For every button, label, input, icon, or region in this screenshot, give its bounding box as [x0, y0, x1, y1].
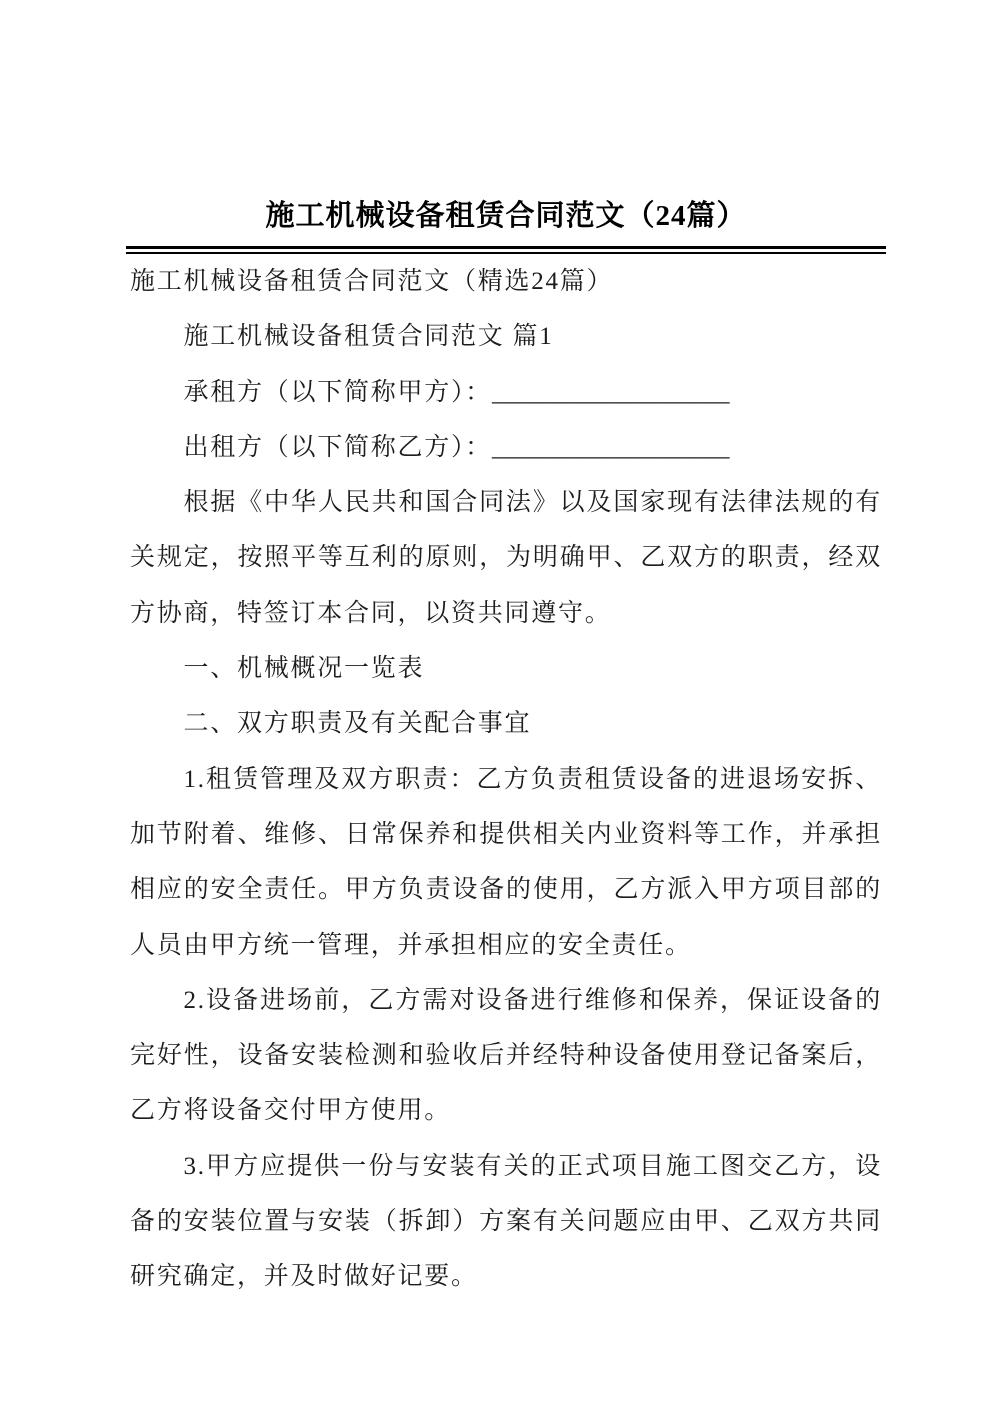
- paragraph-text: 一、机械概况一览表: [183, 655, 425, 683]
- paragraph: [130, 420, 882, 475]
- blank-underline: ___________________: [492, 378, 730, 406]
- blank-underline: ___________________: [492, 433, 730, 461]
- document-body: [130, 254, 882, 1305]
- paragraph: [130, 309, 882, 364]
- document-page: [130, 0, 882, 1305]
- paragraph-text: 施工机械设备租赁合同范文（精选24篇）: [130, 268, 614, 295]
- paragraph: [130, 475, 882, 641]
- paragraph-text: 1.租赁管理及双方职责：乙方负责租赁设备的进退场安拆、加节附着、维修、日常保养和提供相关内业资料等工作，并承担相应的安全责任。甲方负责设备的使用，乙方派入甲方项目部的人员由甲方统一管理，并承担相应的安全责任。: [130, 765, 882, 959]
- paragraph-text: 二、双方职责及有关配合事宜: [183, 710, 532, 738]
- paragraph: [130, 752, 882, 973]
- paragraph-text: 施工机械设备租赁合同范文 篇1: [183, 323, 554, 351]
- paragraph: [130, 254, 882, 309]
- title-double-rule: [126, 246, 886, 254]
- paragraph: [130, 973, 882, 1139]
- paragraph-text: 3.甲方应提供一份与安装有关的正式项目施工图交乙方，设备的安装位置与安装（拆卸）方案有关问题应由甲、乙双方共同研究确定，并及时做好记要。: [130, 1152, 882, 1291]
- paragraph: [130, 641, 882, 696]
- document-title: 施工机械设备租赁合同范文（24篇）: [265, 200, 747, 232]
- paragraph-text: 承租方（以下简称甲方）：: [183, 378, 493, 406]
- paragraph: [130, 1139, 882, 1305]
- paragraph: [130, 365, 882, 420]
- paragraph: [130, 696, 882, 751]
- paragraph-text: 2.设备进场前，乙方需对设备进行维修和保养，保证设备的完好性，设备安装检测和验收后并经特种设备使用登记备案后，乙方将设备交付甲方使用。: [130, 986, 882, 1125]
- paragraph-text: 出租方（以下简称乙方）：: [183, 433, 493, 461]
- paragraph-text: 根据《中华人民共和国合同法》以及国家现有法律法规的有关规定，按照平等互利的原则，为明确甲、乙双方的职责，经双方协商，特签订本合同，以资共同遵守。: [130, 489, 882, 627]
